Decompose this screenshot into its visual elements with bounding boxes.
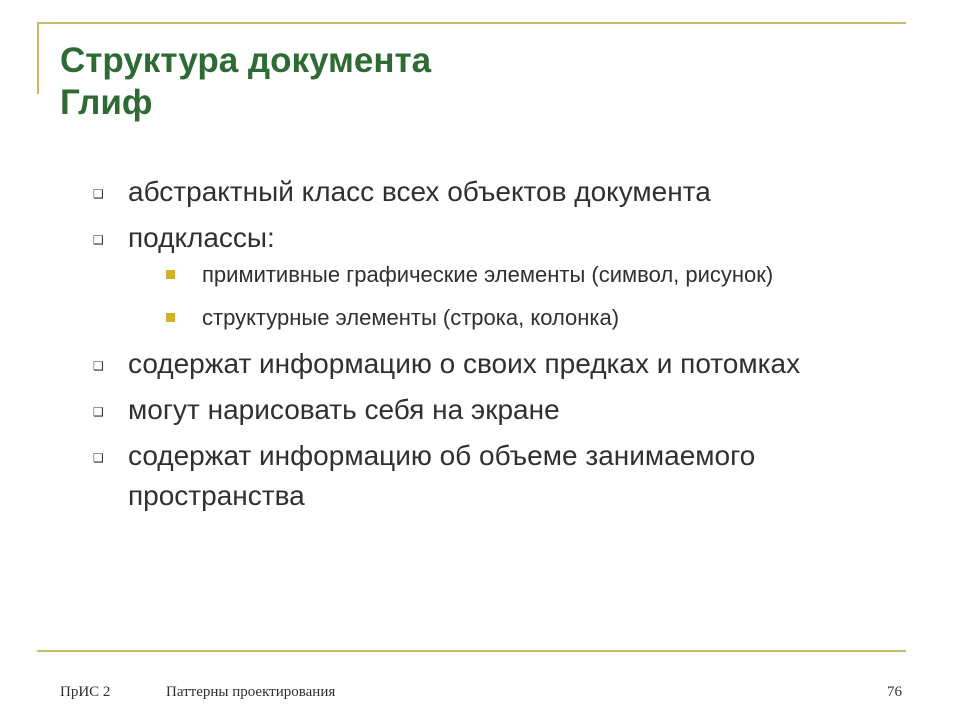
frame-bottom-line (37, 650, 906, 652)
slide-title-line-1: Структура документа (60, 41, 432, 80)
frame-top-line (37, 22, 906, 24)
sub-list-item (128, 258, 893, 291)
slide-title-line-2: Глиф (60, 83, 153, 122)
square-shadow-bullet-icon: ❑ (93, 359, 104, 373)
frame-left-line (37, 22, 39, 94)
sub-list-item-text: примитивные графические элементы (символ, рисунок) (202, 262, 774, 287)
list-item-text: могут нарисовать себя на экране (128, 394, 560, 425)
footer-course: ПрИС 2 (60, 684, 111, 700)
list-item (93, 344, 893, 384)
square-shadow-bullet-icon: ❑ (93, 451, 104, 465)
footer-topic: Паттерны проектирования (166, 684, 336, 700)
filled-square-bullet-icon (166, 313, 175, 322)
list-item-text: содержат информацию об объеме занимаемого пространства (128, 440, 756, 511)
square-shadow-bullet-icon: ❑ (93, 233, 104, 247)
slide-title (60, 40, 900, 124)
filled-square-bullet-icon (166, 270, 175, 279)
square-shadow-bullet-icon: ❑ (93, 187, 104, 201)
list-item-text: содержат информацию о своих предках и потомках (128, 348, 801, 379)
footer-page-number: 76 (887, 684, 902, 700)
sub-list-item (128, 301, 893, 334)
list-item-text: абстрактный класс всех объектов документа (128, 176, 711, 207)
square-shadow-bullet-icon: ❑ (93, 405, 104, 419)
sub-list-item-text: структурные элементы (строка, колонка) (202, 305, 620, 330)
list-item-text: подклассы: (128, 222, 275, 253)
list-item (93, 436, 893, 516)
list-item (93, 172, 893, 212)
list-item (93, 218, 893, 334)
list-item (93, 390, 893, 430)
sub-bullet-list (128, 258, 893, 334)
bullet-list (93, 172, 893, 522)
